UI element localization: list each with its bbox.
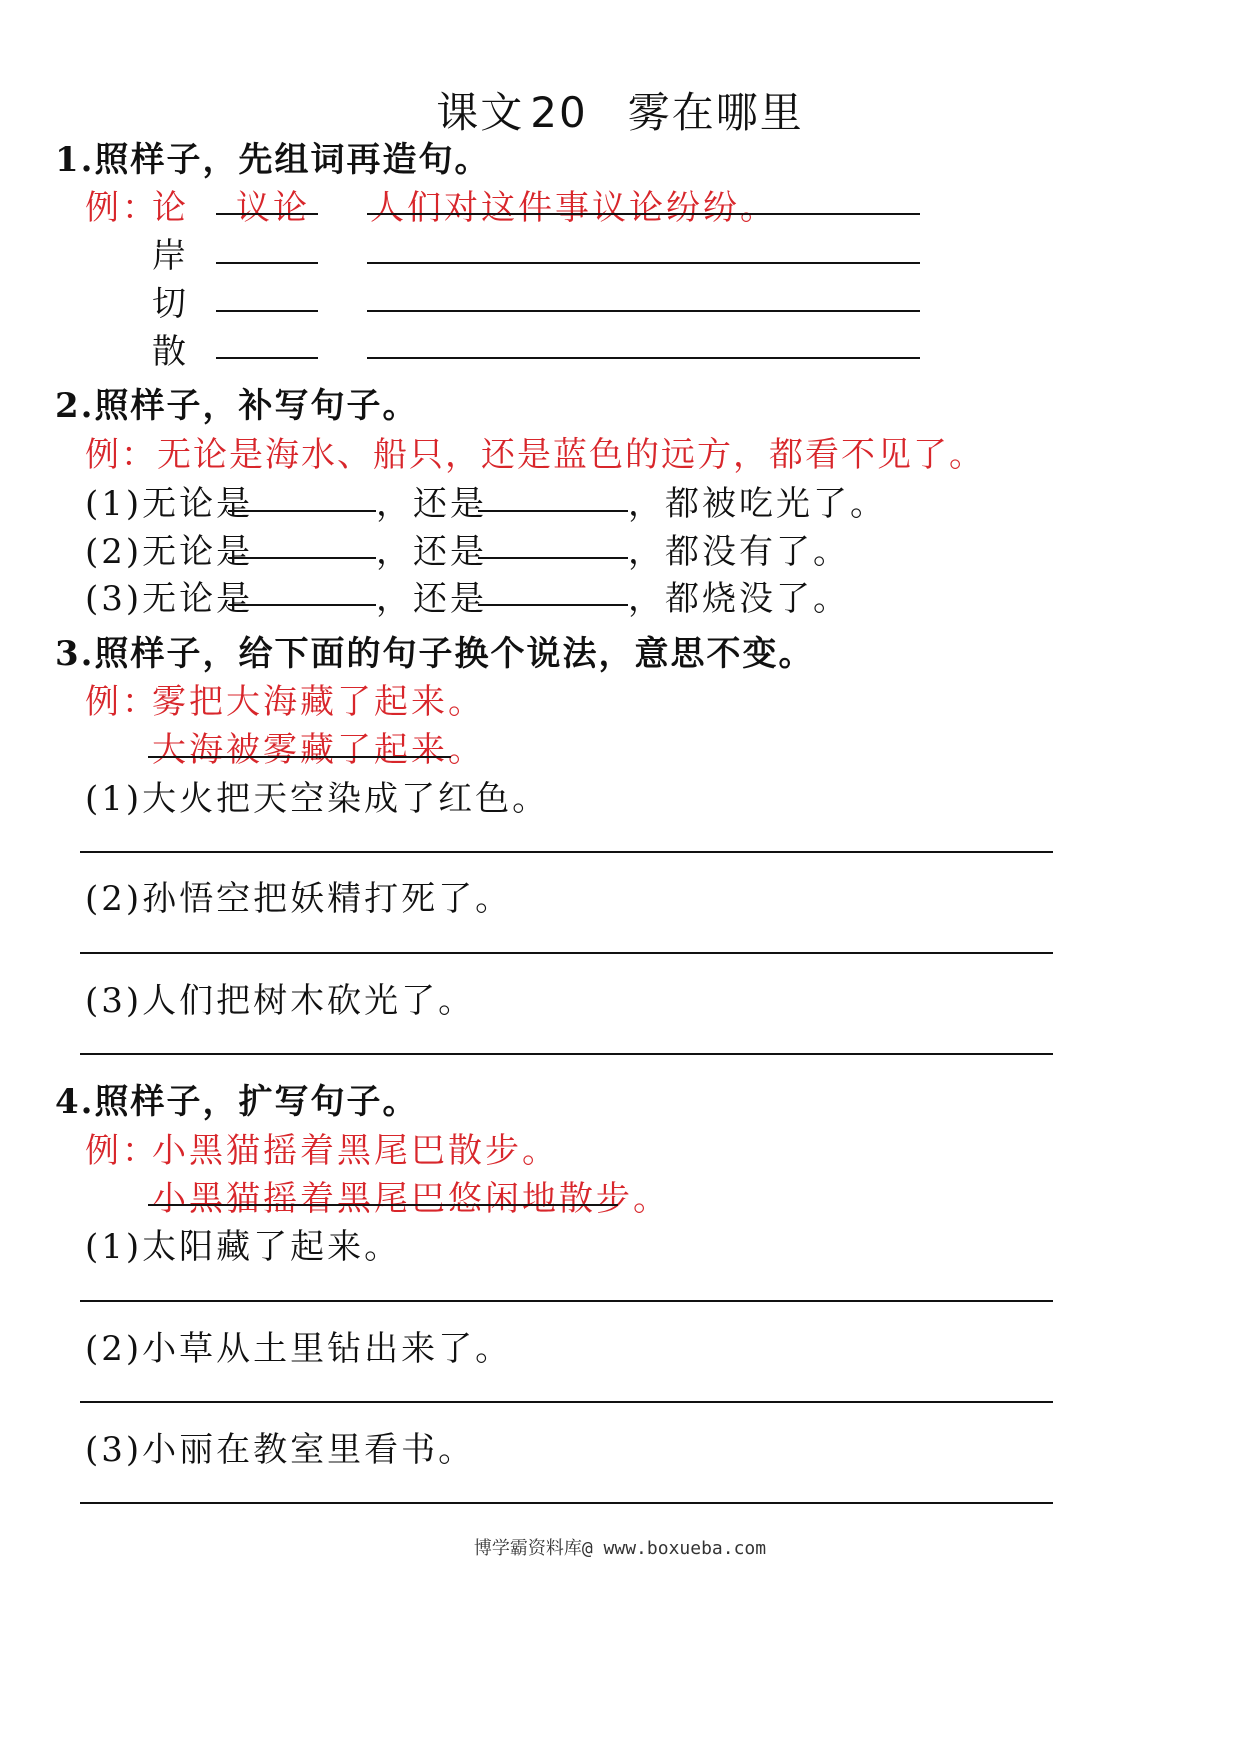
- q2-item-2-prefix: (2)无论是: [85, 532, 254, 572]
- q1-char-3: 散: [152, 332, 189, 372]
- q4-answer-line-3[interactable]: [80, 1502, 1053, 1504]
- q2-item-3-mid: ，还是: [376, 579, 487, 619]
- q1-heading: 1.照样子，先组词再造句。: [55, 140, 491, 180]
- q2-item-1-prefix: (1)无论是: [85, 484, 254, 524]
- q2-item-2-mid: ，还是: [376, 532, 487, 572]
- q1-example-label: 例：: [85, 188, 159, 228]
- q3-item-3: (3)人们把树木砍光了。: [85, 981, 476, 1021]
- q4-example-answer: 小黑猫摇着黑尾巴悠闲地散步。: [152, 1179, 670, 1219]
- q2-item-1-blank-a[interactable]: [228, 510, 376, 512]
- q3-answer-line-3[interactable]: [80, 1053, 1053, 1055]
- q4-example-original: 小黑猫摇着黑尾巴散步。: [152, 1131, 559, 1171]
- q1-example-sentence-line: [367, 213, 920, 215]
- q1-example-char: 论: [152, 188, 189, 228]
- q4-example-label: 例：: [85, 1131, 159, 1171]
- page-title: [0, 80, 1240, 140]
- q4-heading: 4.照样子，扩写句子。: [55, 1082, 419, 1122]
- q3-example-original: 雾把大海藏了起来。: [152, 682, 485, 722]
- q2-item-2-blank-b[interactable]: [478, 557, 628, 559]
- footer-watermark: 博学霸资料库@ www.boxueba.com: [473, 1538, 767, 1559]
- q4-answer-line-2[interactable]: [80, 1401, 1053, 1403]
- q2-item-2-blank-a[interactable]: [228, 557, 376, 559]
- q3-item-2: (2)孙悟空把妖精打死了。: [85, 879, 513, 919]
- q1-sentence-blank-2[interactable]: [367, 310, 920, 312]
- title-number: 20: [530, 88, 588, 137]
- title-name: 雾在哪里: [627, 88, 804, 137]
- q4-item-1: (1)太阳藏了起来。: [85, 1227, 402, 1267]
- q3-example-answer: 大海被雾藏了起来。: [152, 730, 485, 770]
- q1-sentence-blank-3[interactable]: [367, 357, 920, 359]
- q3-answer-line-2[interactable]: [80, 952, 1053, 954]
- q1-sentence-blank-1[interactable]: [367, 262, 920, 264]
- q1-char-1: 岸: [152, 236, 189, 276]
- q1-word-blank-3[interactable]: [216, 357, 318, 359]
- q1-word-blank-1[interactable]: [216, 262, 318, 264]
- q2-item-3-blank-a[interactable]: [228, 604, 376, 606]
- q1-example-word: 议论: [236, 188, 310, 228]
- q1-word-blank-2[interactable]: [216, 310, 318, 312]
- q3-example-label: 例：: [85, 682, 159, 722]
- q3-heading: 3.照样子，给下面的句子换个说法，意思不变。: [55, 634, 815, 674]
- q3-answer-line-1[interactable]: [80, 851, 1053, 853]
- q2-heading: 2.照样子，补写句子。: [55, 386, 419, 426]
- q2-item-1-mid: ，还是: [376, 484, 487, 524]
- q1-example-word-line: [216, 213, 318, 215]
- q3-example-answer-line: [148, 756, 451, 758]
- title-prefix: 课文: [436, 88, 525, 137]
- q3-item-1: (1)大火把天空染成了红色。: [85, 779, 550, 819]
- q2-example: 例：无论是海水、船只，还是蓝色的远方，都看不见了。: [85, 435, 985, 475]
- q2-item-3-end: ，都烧没了。: [628, 579, 850, 619]
- q2-item-2-end: ，都没有了。: [628, 532, 850, 572]
- q2-item-3-blank-b[interactable]: [478, 604, 628, 606]
- q4-item-3: (3)小丽在教室里看书。: [85, 1430, 476, 1470]
- q2-item-1-blank-b[interactable]: [478, 510, 628, 512]
- q4-example-answer-line: [148, 1204, 618, 1206]
- q1-char-2: 切: [152, 284, 189, 324]
- q2-item-1-end: ，都被吃光了。: [628, 484, 887, 524]
- q4-answer-line-1[interactable]: [80, 1300, 1053, 1302]
- q4-item-2: (2)小草从土里钻出来了。: [85, 1329, 513, 1369]
- q1-example-sentence: 人们对这件事议论纷纷。: [370, 188, 777, 228]
- q2-item-3-prefix: (3)无论是: [85, 579, 254, 619]
